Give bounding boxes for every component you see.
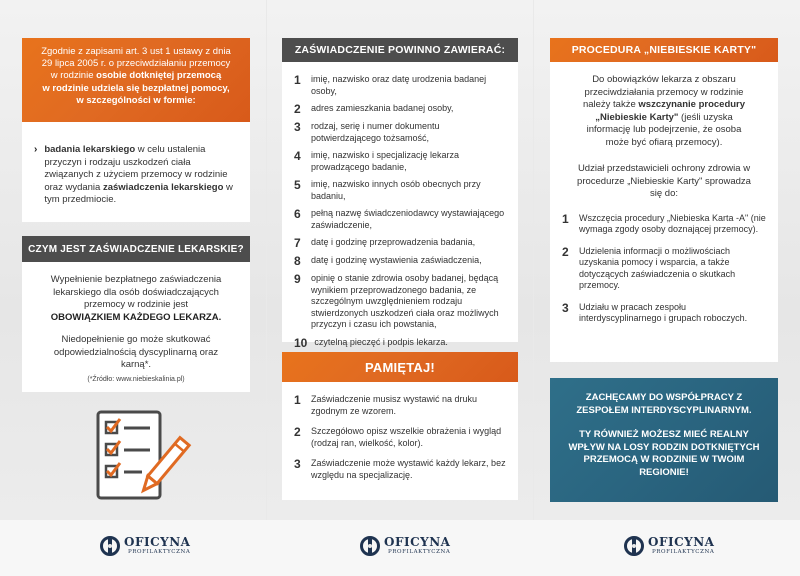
section-title-procedure: PROCEDURA „NIEBIESKIE KARTY" bbox=[550, 38, 778, 62]
procedure-text: Do obowiązków lekarza z obszaru przeciwdziałania przemocy w rodzinie należy także bbox=[582, 74, 744, 110]
bullet-text-2: w tym przedmiocie. bbox=[44, 181, 233, 205]
logo-mark-icon bbox=[100, 536, 120, 556]
bullet-box bbox=[22, 122, 250, 222]
list-item: 2 Udzielenia informacji o możliwościach uzyskania pomocy i wsparcia, a także dotyczących zaświadczenia o skutkach przemocy. bbox=[562, 244, 736, 290]
checklist-pencil-icon bbox=[92, 406, 192, 506]
logo bbox=[100, 534, 190, 558]
list-item: 9 opinię o stanie zdrowia osoby badanej, będącą wynikiem przeprowadzonego badania, ze szczególnym uwzględnieniem rodzaju stwierdzonych uszkodzeń ciała oraz możliwych przyczyn i czasu ich powstania, bbox=[294, 272, 499, 329]
logo-text: OFICYNA bbox=[124, 535, 191, 550]
list-item: 1 Wszczęcia procedury „Niebieska Karta -A" (nie wymaga zgody osoby doznającej przemocy). bbox=[562, 211, 766, 234]
what-text: Wypełnienie bezpłatnego zaświadczenia lekarskiego dla osób doświadczających przemocy w rodzinie jest bbox=[50, 274, 222, 310]
list-item: 3 rodzaj, serię i numer dokumentu potwierdzającego tożsamość, bbox=[294, 120, 440, 143]
remember-box bbox=[282, 382, 518, 500]
logo-mark-icon bbox=[624, 536, 644, 556]
list-item: 8 datę i godzinę wystawienia zaświadczenia, bbox=[294, 254, 482, 268]
intro-bold: osobie dotkniętej przemocą bbox=[96, 70, 222, 82]
remember-list bbox=[294, 394, 506, 481]
cooperation-box bbox=[550, 378, 778, 502]
contents-box bbox=[282, 62, 518, 350]
intro-line: w rodzinie bbox=[50, 70, 94, 82]
list-item: 2 adres zamieszkania badanej osoby, bbox=[294, 102, 454, 116]
bullet-bold-2: zaświadczenia lekarskiego bbox=[102, 181, 224, 193]
source-note: (*Źródło: www.niebieskalinia.pl) bbox=[87, 375, 185, 383]
logo-text: OFICYNA bbox=[384, 535, 451, 550]
procedure-intro: Udział przedstawicieli ochrony zdrowia w procedurze „Niebieskie Karty" sprowadza się do: bbox=[577, 163, 751, 199]
intro-line: Zgodnie z zapisami art. 3 ust 1 ustawy z dnia bbox=[41, 46, 231, 57]
logo-subtext: PROFILAKTYCZNA bbox=[651, 549, 715, 556]
what-box bbox=[22, 262, 250, 392]
what-text-2: Niedopełnienie go może skutkować odpowiedzialnością dyscyplinarną oraz karną*. bbox=[53, 334, 219, 370]
bullet-bold: badania lekarskiego bbox=[44, 144, 136, 155]
list-item: 5 imię, nazwisko innych osób obecnych przy badaniu, bbox=[294, 178, 481, 201]
logo-subtext: PROFILAKTYCZNA bbox=[387, 549, 451, 556]
intro-bold: w rodzinie udziela się bezpłatnej pomocy, bbox=[42, 82, 230, 94]
impact-text: TY RÓWNIEŻ MOŻESZ MIEĆ REALNY WPŁYW NA LOSY RODZIN DOTKNIĘTYCH PRZEMOCĄ W RODZINIE W TWOIM REGIONIE! bbox=[568, 429, 760, 478]
logo bbox=[360, 534, 450, 558]
logo-mark-icon bbox=[360, 536, 380, 556]
cooperation-text: ZACHĘCAMY DO WSPÓŁPRACY Z ZESPOŁEM INTERDYSCYPLINARNYM. bbox=[576, 392, 752, 416]
list-item: 7 datę i godzinę przeprowadzenia badania, bbox=[294, 236, 476, 250]
list-item: 3 Zaświadczenie może wystawić każdy lekarz, bez względu na specjalizację. bbox=[294, 457, 506, 480]
section-title-contents: ZAŚWIADCZENIE POWINNO ZAWIERAĆ: bbox=[282, 38, 518, 62]
contents-list bbox=[294, 74, 506, 349]
section-title-remember: PAMIĘTAJ! bbox=[282, 352, 518, 382]
list-item: 10 czytelną pieczęć i podpis lekarza. bbox=[294, 335, 448, 350]
procedure-bold: wszczynanie procedury „Niebieskie Karty" bbox=[595, 99, 746, 123]
section-title-what: CZYM JEST ZAŚWIADCZENIE LEKARSKIE? bbox=[22, 236, 250, 262]
procedure-box bbox=[550, 62, 778, 362]
intro-box bbox=[22, 38, 250, 122]
list-item: 1 imię, nazwisko oraz datę urodzenia badanej osoby, bbox=[294, 73, 487, 96]
what-bold: OBOWIĄZKIEM KAŻDEGO LEKARZA. bbox=[50, 311, 222, 323]
list-item: 2 Szczegółowo opisz wszelkie obrażenia i wygląd (rodzaj ran, wielkość, kolor). bbox=[294, 425, 502, 448]
chevron-right-icon: › bbox=[34, 144, 38, 155]
logo-text: OFICYNA bbox=[648, 535, 715, 550]
list-item: 3 Udziału w pracach zespołu interdyscyplinarnego i grupach roboczych. bbox=[562, 300, 748, 323]
procedure-list bbox=[562, 213, 766, 325]
bullet-text: w celu ustalenia przyczyn i rodzaju uszkodzeń ciała związanych z użyciem przemocy w rodzinie oraz wydania bbox=[44, 144, 228, 193]
logo-subtext: PROFILAKTYCZNA bbox=[127, 549, 191, 556]
list-item: 6 pełną nazwę świadczeniodawcy wystawiającego zaświadczenie, bbox=[294, 207, 505, 230]
intro-bold: w szczególności w formie: bbox=[76, 94, 196, 106]
intro-line: 29 lipca 2005 r. o przeciwdziałaniu przemocy bbox=[41, 58, 231, 70]
list-item: 4 imię, nazwisko i specjalizację lekarza prowadzącego badanie, bbox=[294, 149, 460, 172]
list-item: 1 Zaświadczenie musisz wystawić na druku zgodnym ze wzorem. bbox=[294, 393, 478, 416]
procedure-text-2: (jeśli uzyska informację lub podejrzenie, że osoba może być ofiarą przemocy). bbox=[586, 111, 742, 148]
logo bbox=[624, 534, 714, 558]
